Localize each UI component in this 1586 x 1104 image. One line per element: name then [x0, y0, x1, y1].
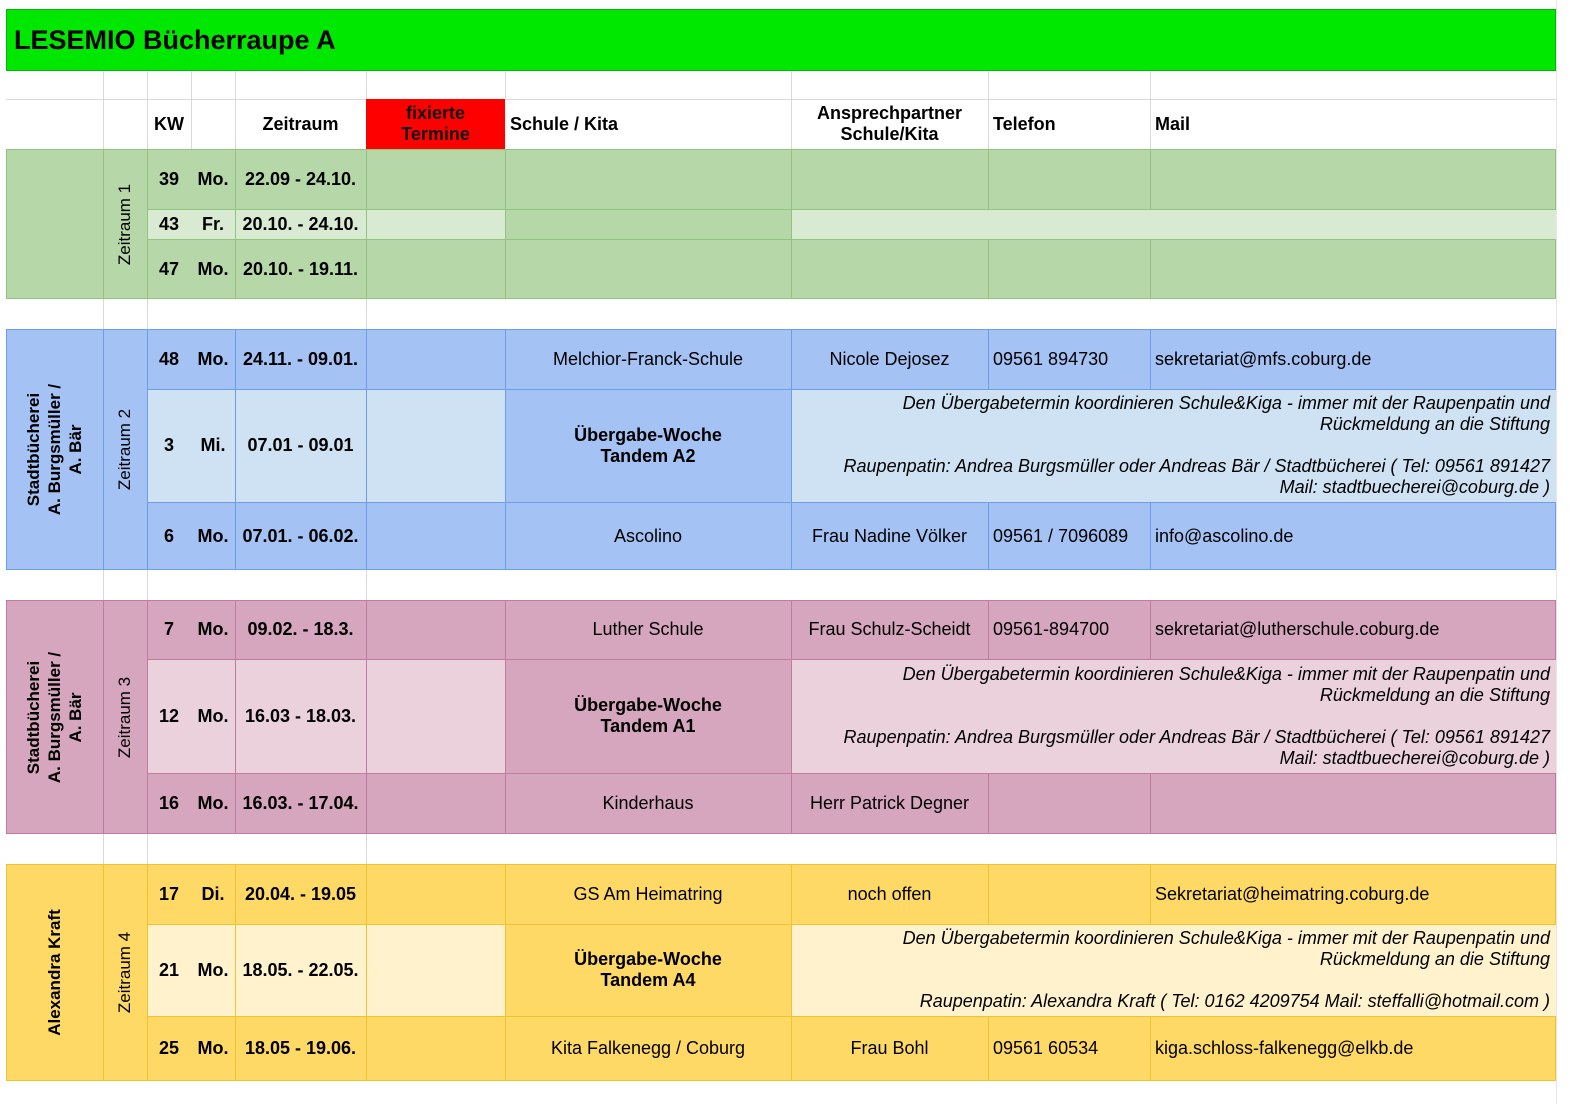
p2-r1-mail[interactable]: sekretariat@mfs.coburg.de: [1155, 348, 1372, 369]
header-telefon: Telefon: [993, 113, 1056, 134]
p2-r2-day: Mi.: [200, 435, 226, 455]
p2-r1-kw: 48: [158, 348, 180, 369]
p3-r1-range: 09.02. - 18.3.: [247, 619, 354, 639]
p3-r3-range: 16.03. - 17.04.: [242, 793, 359, 813]
period-1-row-highlight-right: [791, 209, 1556, 239]
p3-r3-kw: 16: [158, 793, 180, 813]
period-2-owner: Stadtbücherei A. Burgsmüller / A. Bär: [24, 383, 85, 516]
p4-r2-day: Mo.: [197, 959, 229, 980]
p2-r2-school: Übergabe-Woche Tandem A2: [574, 424, 722, 466]
p2-r3-kw: 6: [163, 525, 174, 546]
p2-r1-contact: Nicole Dejosez: [829, 348, 950, 369]
p2-r3-contact: Frau Nadine Völker: [811, 525, 968, 546]
p4-r2-kw: 21: [158, 959, 180, 980]
p2-r2-note: Den Übergabetermin koordinieren Schule&Kiga - immer mit der Raupenpatin und Rückmeldung an die Stiftung Raupenpatin: Andrea Burgsmüller oder Andreas Bär / Stadtbücherei ( Tel: 09561 891427 Mail: stadtbuecherei@coburg.de ): [843, 393, 1550, 497]
p4-r3-contact: Frau Bohl: [850, 1038, 929, 1058]
p4-r1-range: 20.04. - 19.05: [244, 883, 357, 904]
p4-r2-note: Den Übergabetermin koordinieren Schule&Kiga - immer mit der Raupenpatin und Rückmeldung an die Stiftung Raupenpatin: Alexandra Kraft ( Tel: 0162 4209754 Mail: steffalli@hotmail.com ): [902, 928, 1550, 1011]
header-fixed-line1: fixierte: [405, 103, 466, 123]
header-zeitraum: Zeitraum: [262, 113, 339, 134]
p2-r3-phone: 09561 / 7096089: [993, 525, 1129, 546]
p4-r3-school: Kita Falkenegg / Coburg: [550, 1038, 746, 1058]
p3-r3-school: Kinderhaus: [602, 793, 694, 813]
p3-r1-mail[interactable]: sekretariat@lutherschule.coburg.de: [1155, 619, 1440, 639]
p2-r2-range: 07.01 - 09.01: [247, 435, 354, 455]
p2-r1-day: Mo.: [197, 348, 229, 369]
p4-r2-school: Übergabe-Woche Tandem A4: [574, 949, 722, 990]
period-3-owner: Stadtbücherei A. Burgsmüller / A. Bär: [24, 651, 85, 783]
header-contact-line1: Ansprechpartner: [816, 103, 963, 123]
p4-r3-mail[interactable]: kiga.schloss-falkenegg@elkb.de: [1155, 1038, 1414, 1058]
p1-r1-kw: 39: [158, 168, 180, 189]
p4-r1-kw: 17: [158, 883, 180, 904]
p3-r2-day: Mo.: [197, 705, 229, 726]
header-schule: Schule / Kita: [510, 113, 619, 134]
p4-r3-phone: 09561 60534: [993, 1038, 1099, 1058]
p3-r2-school: Übergabe-Woche Tandem A1: [574, 695, 722, 736]
header-fixed-line2: Termine: [401, 124, 470, 144]
p4-r1-day: Di.: [201, 883, 225, 904]
period-4-owner: Alexandra Kraft: [45, 909, 65, 1036]
header-contact: [791, 99, 988, 149]
p2-r1-school: Melchior-Franck-Schule: [552, 348, 744, 369]
p3-r1-day: Mo.: [197, 619, 229, 639]
p3-r1-kw: 7: [163, 619, 174, 639]
header-kw: KW: [154, 113, 184, 134]
period-3-label: Zeitraum 3: [115, 676, 135, 758]
p2-r1-range: 24.11. - 09.01.: [242, 348, 359, 369]
p1-r3-range: 20.10. - 19.11.: [242, 258, 359, 279]
p1-r3-day: Mo.: [197, 258, 229, 279]
period-1-label: Zeitraum 1: [115, 183, 135, 265]
p3-r2-range: 16.03 - 18.03.: [244, 705, 357, 726]
p2-r1-phone: 09561 894730: [993, 348, 1109, 369]
p1-r1-day: Mo.: [197, 168, 229, 189]
p3-r3-day: Mo.: [197, 793, 229, 813]
p2-r3-school: Ascolino: [613, 525, 683, 546]
p3-r2-note: Den Übergabetermin koordinieren Schule&Kiga - immer mit der Raupenpatin und Rückmeldung an die Stiftung Raupenpatin: Andrea Burgsmüller oder Andreas Bär / Stadtbücherei ( Tel: 09561 891427 Mail: stadtbuecherei@coburg.de ): [843, 664, 1550, 768]
p2-r3-mail[interactable]: info@ascolino.de: [1155, 525, 1294, 546]
p1-r2-range: 20.10. - 24.10.: [242, 213, 359, 234]
period-4-label: Zeitraum 4: [115, 931, 135, 1014]
header-mail: Mail: [1155, 113, 1191, 134]
header-fixed-dates: [366, 99, 505, 149]
p4-r3-day: Mo.: [197, 1038, 229, 1058]
p1-r2-day: Fr.: [201, 213, 224, 234]
p1-r2-kw: 43: [158, 213, 180, 234]
p2-r3-day: Mo.: [197, 525, 229, 546]
p4-r3-range: 18.05 - 19.06.: [244, 1038, 357, 1058]
p4-r3-kw: 25: [158, 1038, 180, 1058]
p2-r3-range: 07.01. - 06.02.: [242, 525, 359, 546]
p1-r3-kw: 47: [158, 258, 180, 279]
p4-r1-school: GS Am Heimatring: [573, 883, 723, 904]
sheet-right-edge: [1556, 0, 1586, 1104]
p3-r3-contact: Herr Patrick Degner: [809, 793, 970, 813]
header-contact-line2: Schule/Kita: [840, 124, 939, 144]
p3-r1-school: Luther Schule: [592, 619, 704, 639]
p4-r1-contact: noch offen: [847, 883, 932, 904]
p3-r1-phone: 09561-894700: [993, 619, 1110, 639]
p2-r2-kw: 3: [163, 435, 174, 455]
p4-r1-mail[interactable]: Sekretariat@heimatring.coburg.de: [1155, 883, 1430, 904]
p4-r2-range: 18.05. - 22.05.: [242, 959, 359, 980]
p3-r2-kw: 12: [158, 705, 180, 726]
sheet-title: LESEMIO Bücherraupe A: [14, 24, 336, 55]
period-2-label: Zeitraum 2: [115, 408, 135, 491]
p3-r1-contact: Frau Schulz-Scheidt: [808, 619, 971, 639]
p1-r1-range: 22.09 - 24.10.: [244, 168, 357, 189]
